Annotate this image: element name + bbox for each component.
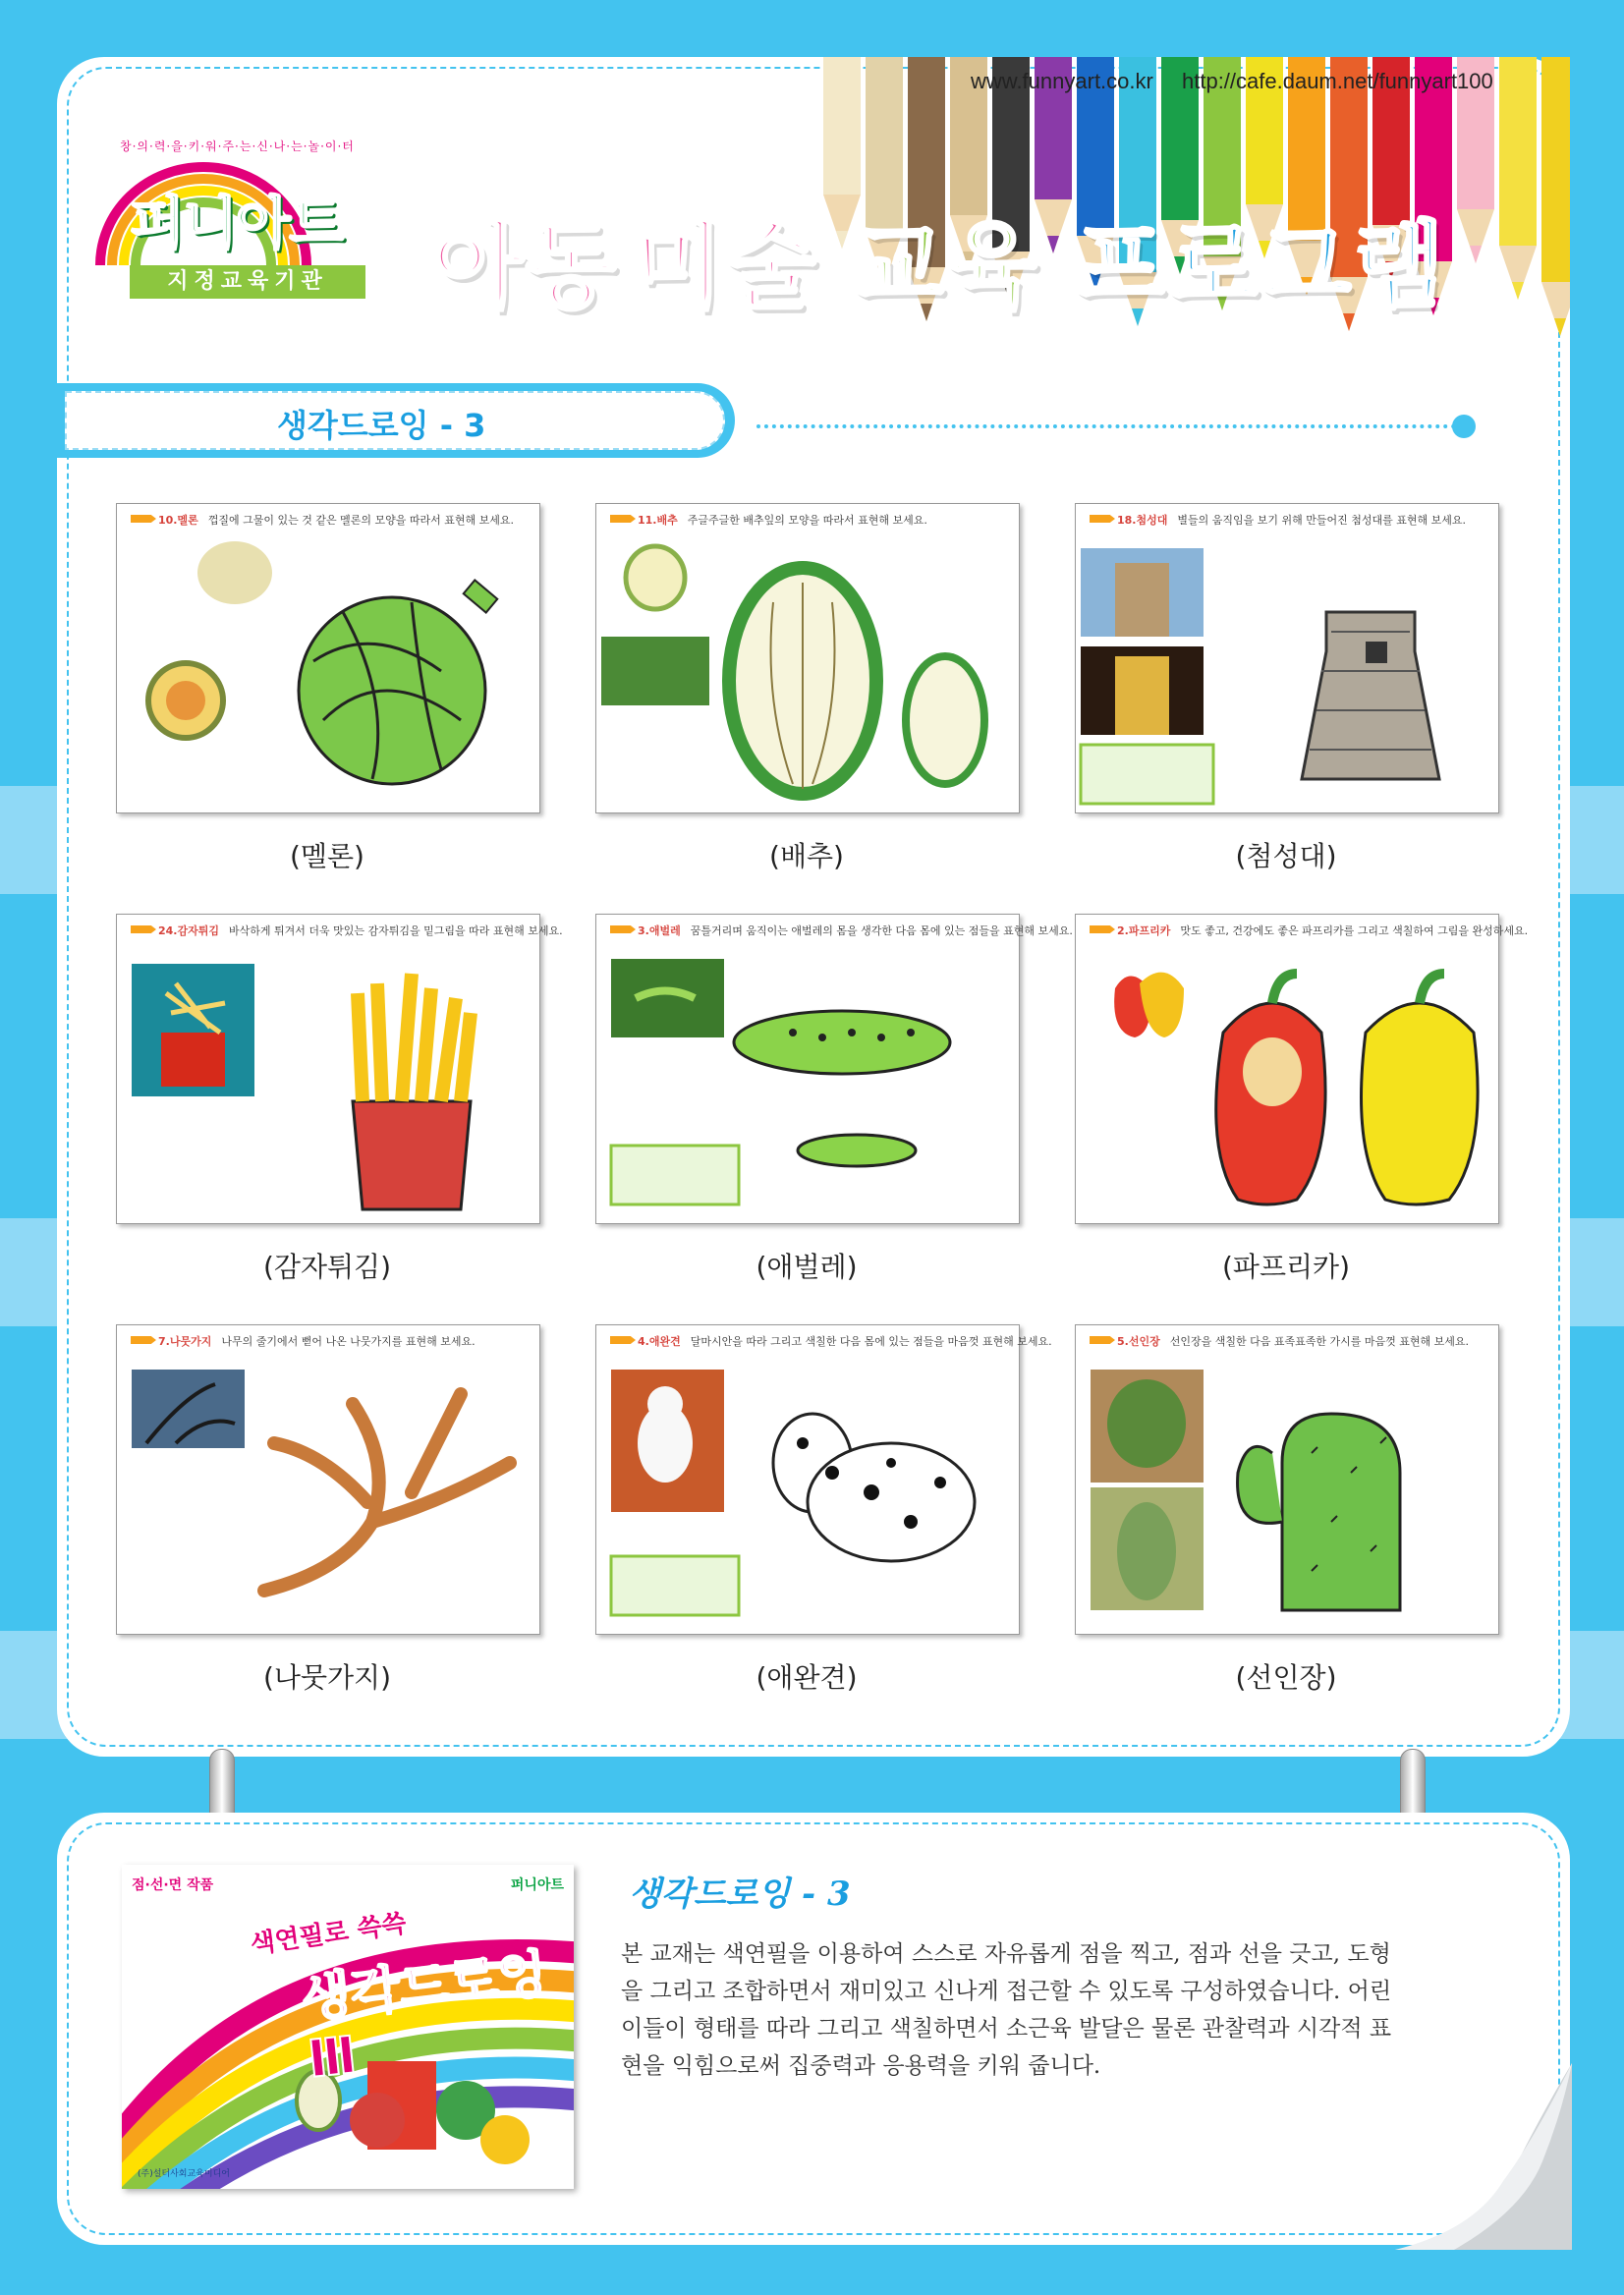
pencil-icon [1090, 515, 1115, 523]
book-title-line1: 색연필로 쓱쓱 [249, 1909, 409, 1960]
pencil-icon [131, 1336, 156, 1344]
card-caption: (배추) [769, 840, 844, 872]
pencil-icon [610, 1336, 636, 1344]
card-number: 7.나뭇가지 [158, 1335, 212, 1348]
pencil-icon [131, 925, 156, 933]
drawing-card[interactable] [1075, 1324, 1499, 1635]
drawing-illustration [596, 1325, 1019, 1634]
card-caption: (선인장) [1235, 1661, 1337, 1694]
card-header [610, 923, 1073, 938]
page-curl-icon [1395, 2063, 1572, 2250]
pencil [1499, 57, 1537, 300]
divider-dot [1452, 415, 1476, 438]
title-part: 미술 [632, 211, 818, 321]
pencil-icon [610, 925, 636, 933]
drawing-illustration [117, 504, 539, 812]
drawing-card[interactable] [116, 914, 563, 1224]
card-instruction: 선인장을 색칠한 다음 표족표족한 가시를 마음껏 표현해 보세요. [1169, 1335, 1469, 1348]
drawing-card[interactable] [116, 1324, 540, 1635]
website-url[interactable]: www.funnyart.co.kr [971, 69, 1153, 93]
logo-name: 퍼니아트 [130, 190, 343, 256]
card-number: 3.애벌레 [638, 924, 681, 937]
drawing-illustration [596, 915, 1019, 1223]
card-instruction: 별들의 움직임을 보기 위해 만들어진 첨성대를 표현해 보세요. [1177, 514, 1466, 527]
drawing-illustration [117, 1325, 539, 1634]
title-part: 아동 [432, 211, 619, 321]
card-header [610, 512, 927, 528]
card-header [1090, 1333, 1469, 1349]
card-caption: (감자튀김) [262, 1251, 392, 1283]
card-header [131, 923, 563, 938]
card-instruction: 맛도 좋고, 건강에도 좋은 파프리카를 그리고 색칠하여 그림을 완성하세요. [1180, 924, 1529, 937]
book-publisher: (주)설터사회교육미디어 [138, 2169, 230, 2179]
card-caption: (애완견) [756, 1661, 858, 1694]
card-number: 18.첨성대 [1117, 514, 1168, 527]
drawing-card[interactable] [1075, 914, 1529, 1224]
description-title: 생각드로잉 - 3 [629, 1875, 851, 1914]
title-part: 교육 [853, 211, 1039, 321]
book-subtitle: 점·선·면 작품 [132, 1877, 214, 1893]
card-instruction: 꿈틀거리며 움직이는 애벌레의 몸을 생각한 다음 몸에 있는 점들을 표현해 보세요. [690, 924, 1073, 937]
card-caption: (나뭇가지) [262, 1661, 392, 1694]
card-instruction: 바삭하게 튀겨서 더욱 맛있는 감자튀김을 밑그림을 따라 표현해 보세요. [229, 924, 563, 937]
pencil [1541, 57, 1570, 336]
book-cover [122, 1865, 574, 2189]
pencil-icon [131, 515, 156, 523]
card-header [1090, 512, 1466, 528]
card-number: 5.선인장 [1117, 1335, 1160, 1348]
card-header [610, 1333, 1052, 1349]
card-caption: (멜론) [290, 840, 364, 872]
drawing-card[interactable] [595, 914, 1073, 1224]
pencil-icon [610, 515, 636, 523]
funnyart-logo [90, 138, 405, 305]
drawing-illustration [1076, 1325, 1498, 1634]
drawing-card[interactable] [595, 1324, 1052, 1635]
drawing-card[interactable] [1075, 503, 1499, 813]
pencil-icon [1090, 1336, 1115, 1344]
card-caption: (애벌레) [756, 1251, 858, 1283]
card-instruction: 주글주글한 배추잎의 모양을 따라서 표현해 보세요. [687, 514, 927, 527]
page-title [432, 192, 1446, 326]
card-caption: (첨성대) [1235, 840, 1337, 872]
drawing-illustration [117, 915, 539, 1223]
book-logo: 퍼니아트 [510, 1877, 564, 1893]
card-number: 2.파프리카 [1117, 924, 1171, 937]
card-number: 24.감자튀김 [158, 924, 219, 937]
book-title-line2: 생각드로잉Ⅲ [299, 1944, 551, 2091]
card-number: 11.배추 [638, 514, 678, 527]
card-number: 10.멜론 [158, 514, 198, 527]
drawing-card[interactable] [595, 503, 1020, 813]
drawing-illustration [1076, 915, 1498, 1223]
description-body: 본 교재는 색연필을 이용하여 스스로 자유롭게 점을 찍고, 점과 선을 긋고, 도형을 그리고 조합하면서 재미있고 신나게 접근할 수 있도록 구성하였습니다. 어린이들이 형태를 따라 그리고 색칠하면서 소근육 발달은 물론 관찰력과 시각적 표현을 익힘으로써 집중력과 응용력을 키워 줍니다. [621, 1941, 1392, 2079]
cafe-url[interactable]: http://cafe.daum.net/funnyart100 [1182, 69, 1493, 93]
logo-tagline: 창·의·력·을·키·워·주·는·신·나·는·놀·이·터 [120, 140, 355, 153]
section-label: 생각드로잉 - 3 [277, 407, 486, 444]
drawing-illustration [1076, 504, 1498, 812]
dotted-divider [756, 424, 1464, 428]
card-instruction: 껍질에 그물이 있는 것 같은 멜론의 모양을 따라서 표현해 보세요. [207, 514, 514, 527]
drawing-illustration [596, 504, 1019, 812]
card-instruction: 달마시안을 따라 그리고 색칠한 다음 몸에 있는 점들을 마음껏 표현해 보세요. [690, 1335, 1052, 1348]
card-instruction: 나무의 줄기에서 뻗어 나온 나뭇가지를 표현해 보세요. [221, 1335, 476, 1348]
title-part: 프로그램 [1074, 211, 1447, 321]
card-header [131, 1333, 476, 1349]
card-header [1090, 923, 1528, 938]
card-number: 4.애완견 [638, 1335, 681, 1348]
drawing-card[interactable] [116, 503, 540, 813]
card-header [131, 512, 514, 528]
logo-subtitle: 지정교육기관 [130, 265, 365, 299]
pencil-icon [1090, 925, 1115, 933]
card-caption: (파프리카) [1221, 1251, 1351, 1283]
